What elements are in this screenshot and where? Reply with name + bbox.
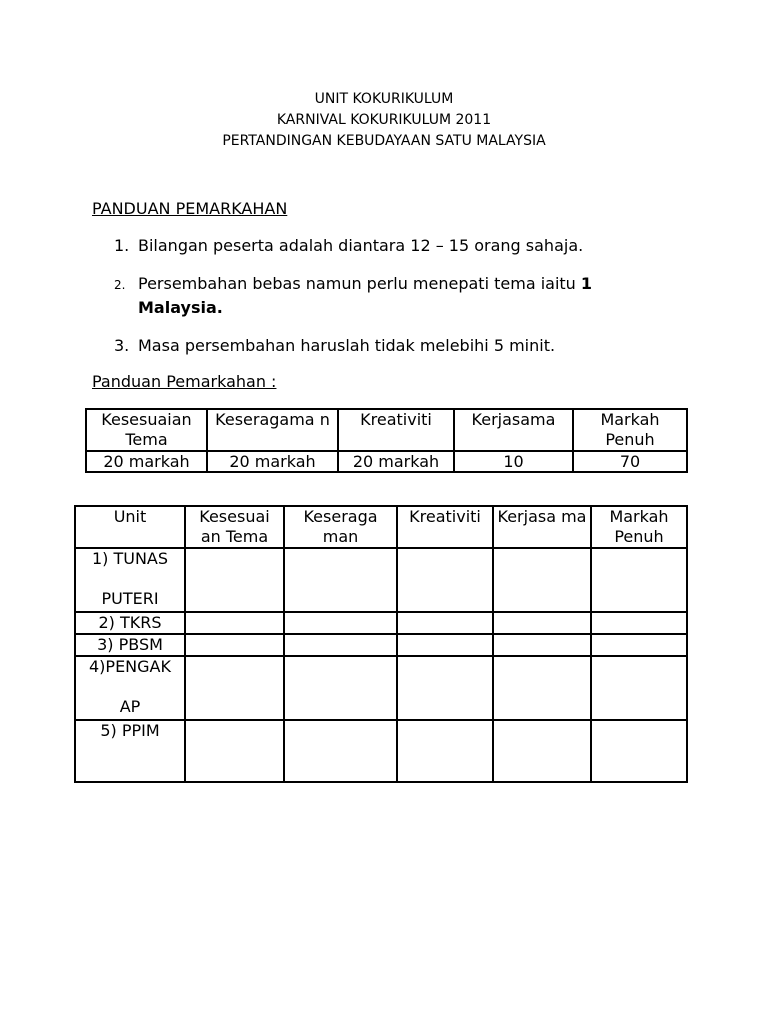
units-header-cell: Kreativiti [397, 506, 493, 548]
summary-header-cell: Keseragama n [207, 409, 338, 451]
item-text: Bilangan peserta adalah diantara 12 – 15 orang sahaja. [138, 236, 584, 255]
score-cell [397, 634, 493, 656]
unit-name-cell: 4)PENGAK AP [75, 656, 185, 720]
header-line-1: UNIT KOKURIKULUM [314, 91, 454, 107]
summary-header-cell: Kesesuaian Tema [86, 409, 207, 451]
unit-name-cell: 2) TKRS [75, 612, 185, 634]
summary-header-cell: Markah Penuh [573, 409, 687, 451]
table-row [75, 612, 687, 634]
guide-title: PANDUAN PEMARKAHAN [92, 199, 288, 218]
table-row [75, 548, 687, 612]
score-cell [284, 634, 397, 656]
score-cell [284, 612, 397, 634]
score-cell [493, 720, 591, 782]
item-text-line2: Malaysia. [138, 298, 223, 317]
summary-header-cell: Kerjasama [454, 409, 573, 451]
score-cell [493, 656, 591, 720]
header-line-3: PERTANDINGAN KEBUDAYAAN SATU MALAYSIA [222, 133, 546, 149]
unit-name-cell: 5) PPIM [75, 720, 185, 782]
units-header-cell: Markah Penuh [591, 506, 687, 548]
scoring-title: Panduan Pemarkahan : [92, 372, 277, 391]
document-header [0, 89, 768, 152]
score-cell [284, 656, 397, 720]
guide-item-1 [114, 234, 583, 258]
score-cell [284, 720, 397, 782]
score-cell [185, 612, 284, 634]
unit-name-cell: 1) TUNAS PUTERI [75, 548, 185, 612]
guide-item-3 [114, 334, 555, 358]
score-cell [591, 548, 687, 612]
header-line-2: KARNIVAL KOKURIKULUM 2011 [276, 112, 492, 128]
item-number: 3. [114, 336, 130, 355]
guide-item-2 [114, 272, 592, 320]
score-cell [185, 720, 284, 782]
summary-header-cell: Kreativiti [338, 409, 454, 451]
score-cell [493, 548, 591, 612]
score-cell [185, 548, 284, 612]
score-cell [493, 634, 591, 656]
score-cell [397, 720, 493, 782]
score-cell [397, 548, 493, 612]
score-cell [397, 612, 493, 634]
summary-header-row [86, 409, 687, 451]
units-header-cell: Keseraga man [284, 506, 397, 548]
item-text: Persembahan bebas namun perlu menepati tema iaitu [138, 274, 581, 293]
units-header-cell: Kerjasa ma [493, 506, 591, 548]
unit-name-cell: 3) PBSM [75, 634, 185, 656]
table-row [75, 656, 687, 720]
score-cell [493, 612, 591, 634]
summary-values-row [86, 451, 687, 472]
units-header-cell: Kesesuai an Tema [185, 506, 284, 548]
item-text: Masa persembahan haruslah tidak melebihi 5 minit. [138, 336, 556, 355]
summary-value-cell: 10 [454, 451, 573, 472]
score-cell [284, 548, 397, 612]
score-cell [591, 720, 687, 782]
summary-score-table [85, 408, 688, 473]
score-cell [397, 656, 493, 720]
table-row [75, 634, 687, 656]
score-cell [591, 656, 687, 720]
summary-value-cell: 70 [573, 451, 687, 472]
score-cell [591, 634, 687, 656]
score-cell [591, 612, 687, 634]
item-number: 1. [114, 236, 130, 255]
item-bold-text: 1 [580, 274, 593, 293]
summary-value-cell: 20 markah [86, 451, 207, 472]
score-cell [185, 656, 284, 720]
summary-value-cell: 20 markah [338, 451, 454, 472]
units-score-table [74, 505, 688, 783]
table-row [75, 720, 687, 782]
item-number: 2. [114, 278, 126, 292]
units-header-cell: Unit [75, 506, 185, 548]
units-header-row [75, 506, 687, 548]
summary-value-cell: 20 markah [207, 451, 338, 472]
score-cell [185, 634, 284, 656]
